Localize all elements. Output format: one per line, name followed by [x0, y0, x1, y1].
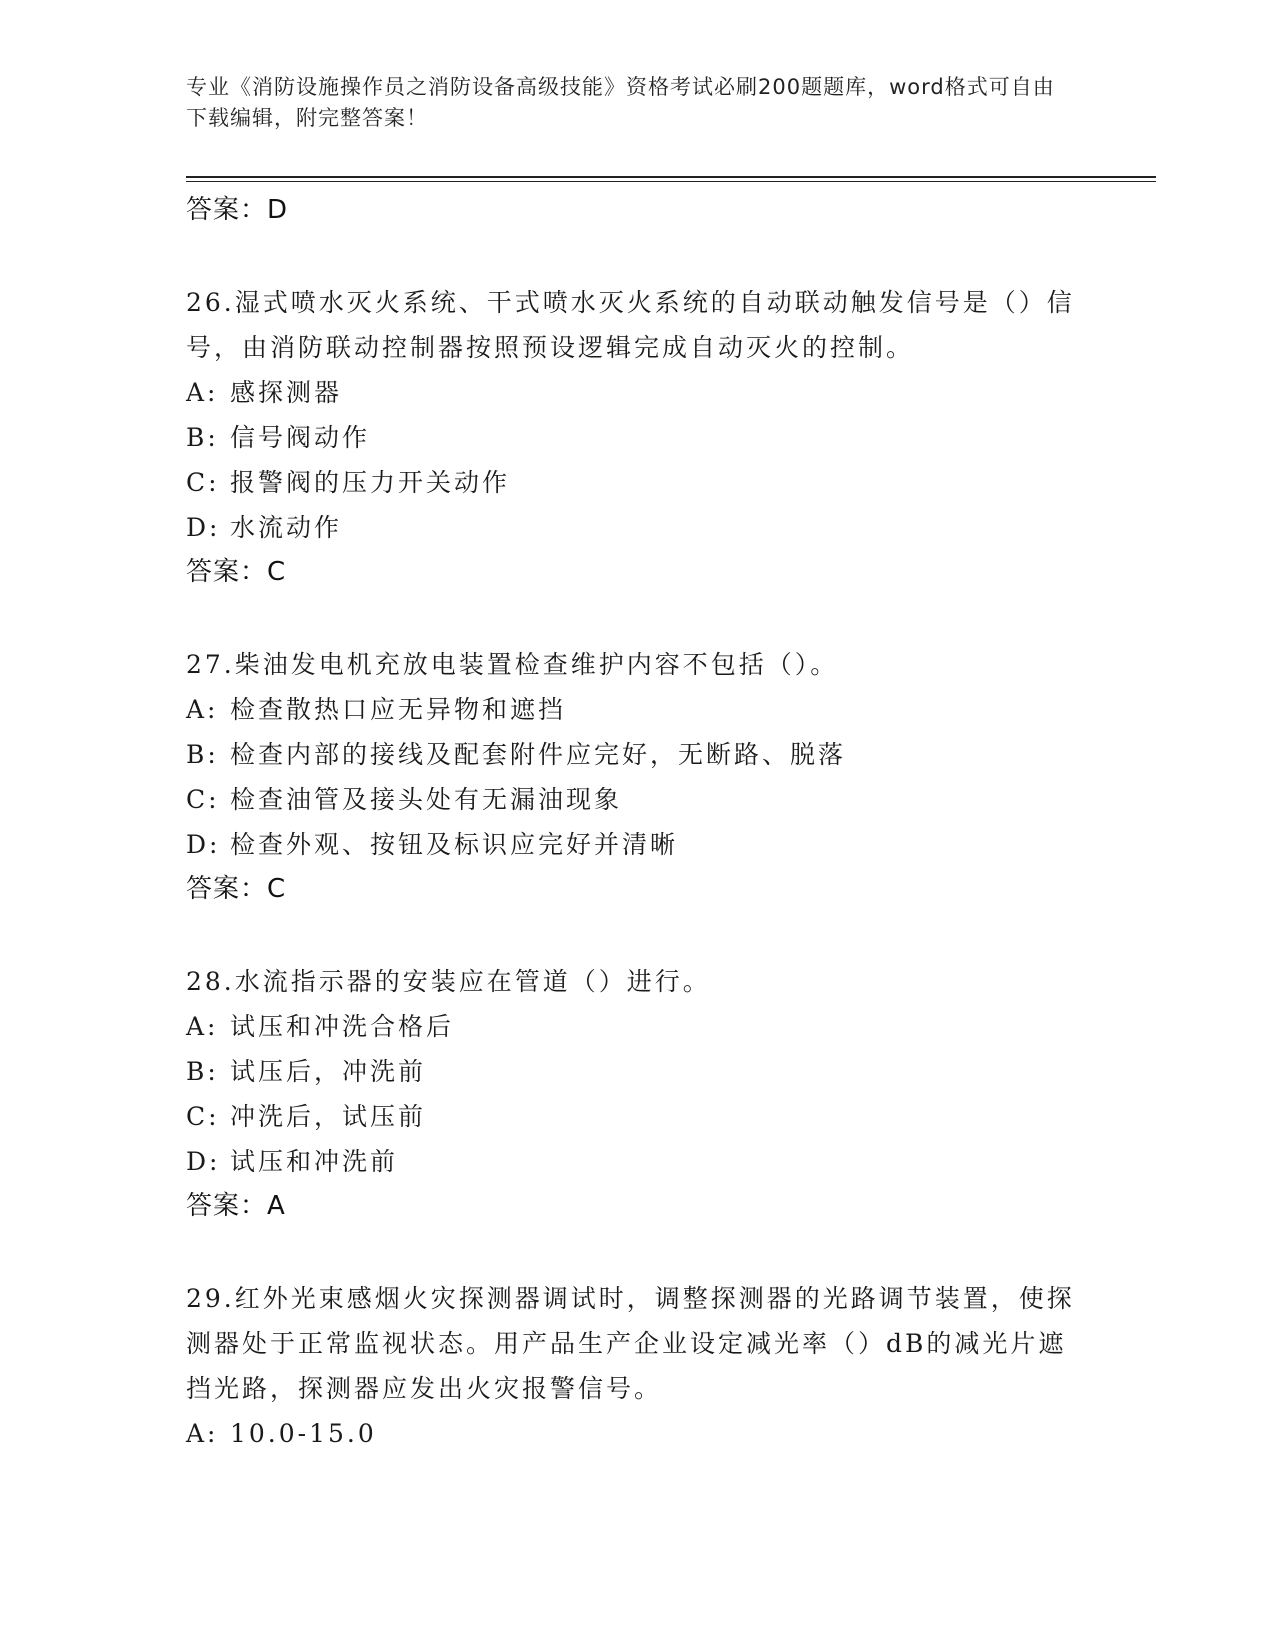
option-letter: D: — [186, 830, 221, 859]
option-letter: A: — [186, 378, 219, 407]
option-b — [186, 1049, 1086, 1094]
option-text: 试压后，冲洗前 — [230, 1057, 427, 1086]
option-text: 报警阀的压力开关动作 — [230, 468, 511, 497]
option-letter: B: — [186, 1057, 219, 1086]
option-a — [186, 687, 1086, 732]
option-text: 检查油管及接头处有无漏油现象 — [230, 785, 623, 814]
option-letter: C: — [186, 468, 220, 497]
answer-line: 答案：C — [186, 874, 287, 904]
option-text: 10.0-15.0 — [230, 1419, 377, 1448]
option-c — [186, 777, 1086, 822]
option-text: 冲洗后，试压前 — [230, 1102, 427, 1131]
question-stem: 27.柴油发电机充放电装置检查维护内容不包括（）。 — [186, 650, 839, 679]
option-d — [186, 822, 1086, 867]
option-letter: C: — [186, 1102, 220, 1131]
question-28 — [186, 959, 1086, 1228]
option-b — [186, 732, 1086, 777]
question-27 — [186, 642, 1086, 911]
option-d — [186, 1139, 1086, 1184]
document-header: 专业《消防设施操作员之消防设备高级技能》资格考试必刷200题题库，word格式可自由下载编辑，附完整答案！ — [186, 75, 1055, 130]
option-c — [186, 1094, 1086, 1139]
option-letter: B: — [186, 740, 219, 769]
option-text: 检查外观、按钮及标识应完好并清晰 — [230, 830, 679, 859]
question-stem: 28.水流指示器的安装应在管道（）进行。 — [186, 967, 711, 996]
option-letter: C: — [186, 785, 220, 814]
option-text: 感探测器 — [230, 378, 343, 407]
option-letter: A: — [186, 1419, 219, 1448]
option-c — [186, 460, 1086, 505]
option-a — [186, 1411, 1086, 1456]
question-29 — [186, 1276, 1086, 1456]
option-letter: B: — [186, 423, 219, 452]
option-text: 试压和冲洗合格后 — [230, 1012, 455, 1041]
option-text: 检查散热口应无异物和遮挡 — [230, 695, 567, 724]
question-stem: 26.湿式喷水灭火系统、干式喷水灭火系统的自动联动触发信号是（）信号，由消防联动控制器按照预设逻辑完成自动灭火的控制。 — [186, 288, 1075, 362]
option-d — [186, 505, 1086, 550]
previous-answer: 答案：D — [186, 195, 289, 225]
option-text: 信号阀动作 — [230, 423, 371, 452]
question-26 — [186, 280, 1086, 594]
option-letter: A: — [186, 1012, 219, 1041]
header-divider-thick — [186, 176, 1156, 178]
option-letter: A: — [186, 695, 219, 724]
option-letter: D: — [186, 1147, 221, 1176]
option-a — [186, 370, 1086, 415]
option-a — [186, 1004, 1086, 1049]
option-letter: D: — [186, 513, 221, 542]
header-divider-thin — [186, 181, 1156, 182]
question-stem: 29.红外光束感烟火灾探测器调试时，调整探测器的光路调节装置，使探测器处于正常监视状态。用产品生产企业设定减光率（）dB的减光片遮挡光路，探测器应发出火灾报警信号。 — [186, 1284, 1075, 1403]
option-b — [186, 415, 1086, 460]
document-content — [186, 188, 1086, 1456]
answer-line: 答案：A — [186, 1191, 286, 1221]
option-text: 试压和冲洗前 — [230, 1147, 399, 1176]
answer-line: 答案：C — [186, 557, 287, 587]
option-text: 水流动作 — [230, 513, 343, 542]
option-text: 检查内部的接线及配套附件应完好，无断路、脱落 — [230, 740, 847, 769]
